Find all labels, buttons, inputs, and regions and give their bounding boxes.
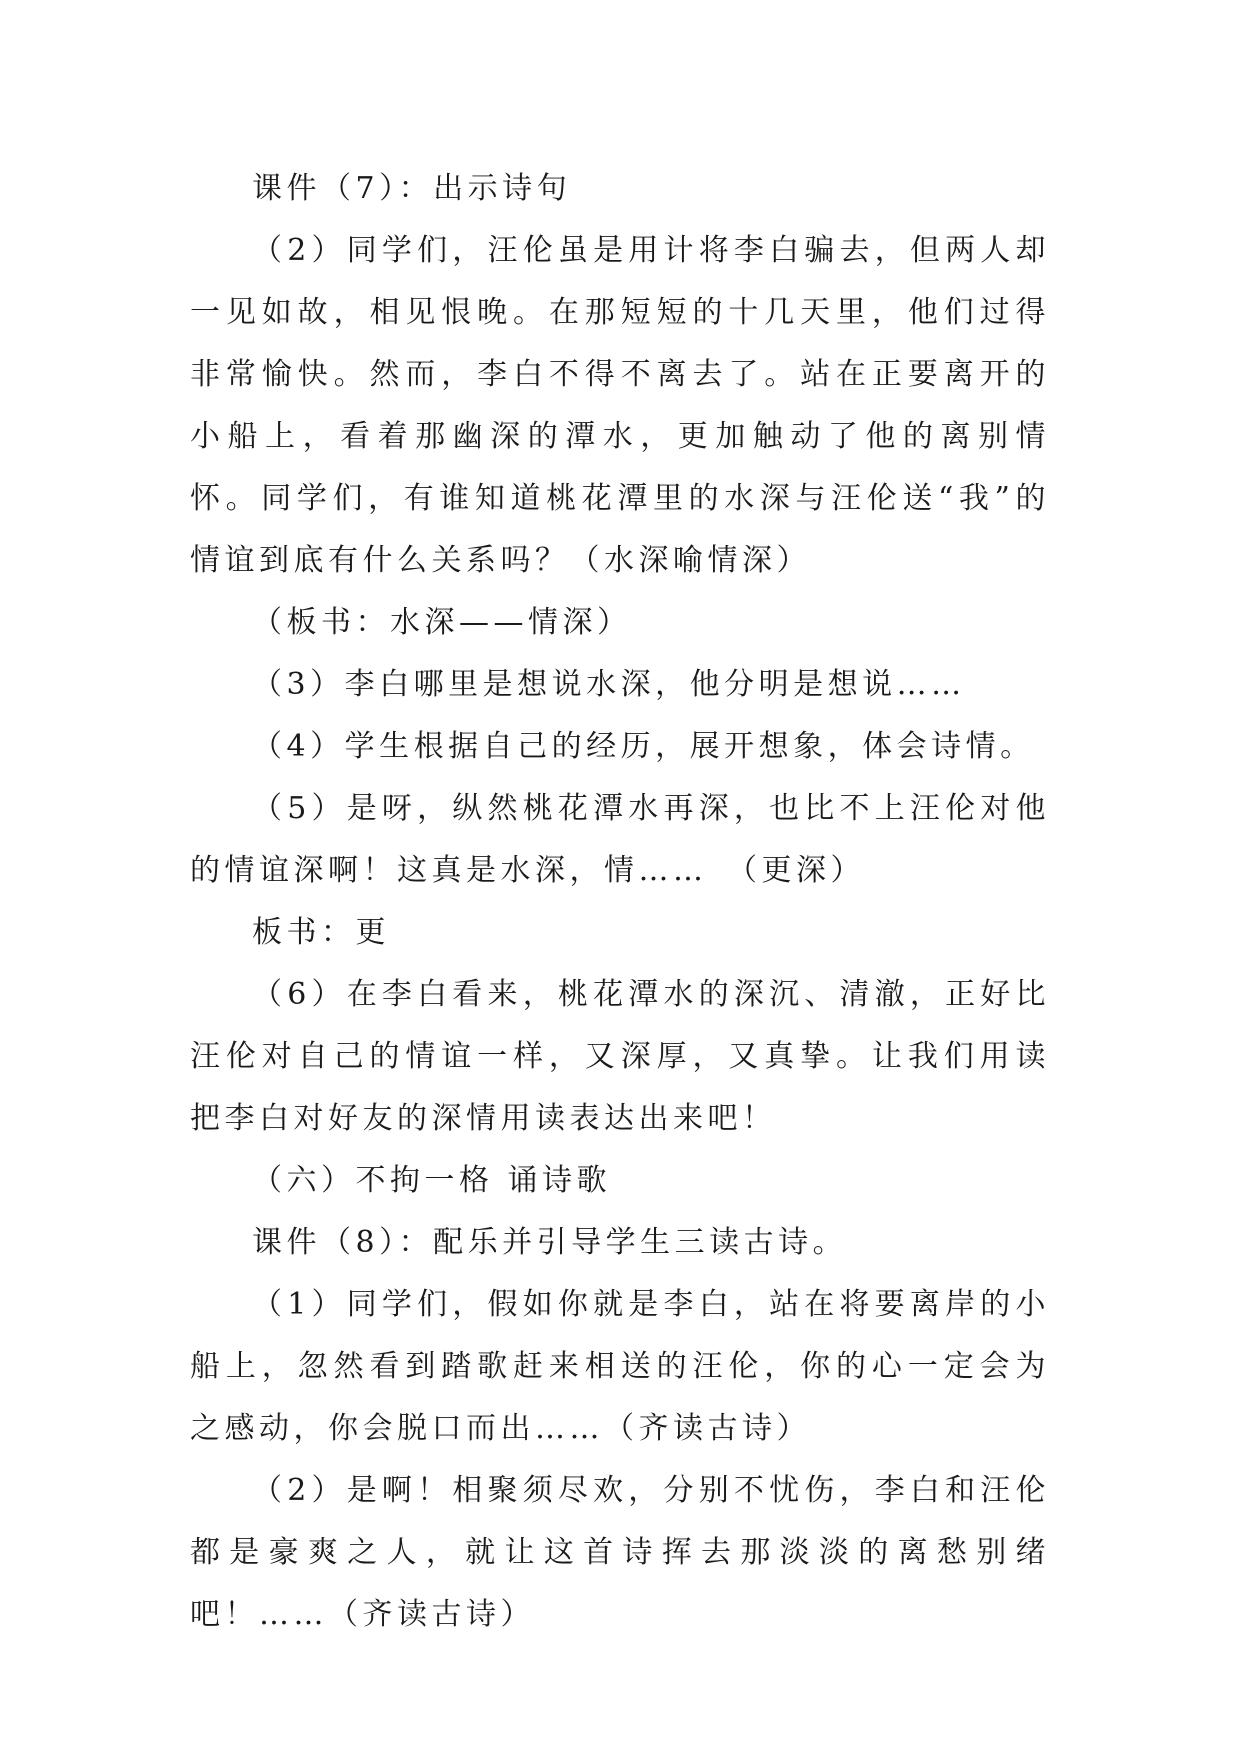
- paragraph-5: （5）是呀，纵然桃花潭水再深，也比不上汪伦对他的情谊深啊！这真是水深，情…… （更深）: [190, 791, 1050, 888]
- paragraph-6: （6）在李白看来，桃花潭水的深沉、清澈，正好比汪伦对自己的情谊一样，又深厚，又真挚。让我们用读把李白对好友的深情用读表达出来吧！: [190, 977, 1050, 1136]
- document-body: [190, 158, 1050, 1646]
- courseware-8-line: 课件（8）：配乐并引导学生三读古诗。: [252, 1225, 848, 1260]
- paragraph-2-recite: （2）是啊！相聚须尽欢，分别不忧伤，李白和汪伦都是豪爽之人，就让这首诗挥去那淡淡的离愁别绪吧！……（齐读古诗）: [190, 1473, 1050, 1632]
- section-six-heading: （六）不拘一格 诵诗歌: [252, 1163, 612, 1198]
- board-note-deep-water: （板书：水深——情深）: [252, 605, 632, 640]
- paragraph-4: （4）学生根据自己的经历，展开想象，体会诗情。: [252, 729, 1035, 764]
- courseware-7-line: 课件（7）：出示诗句: [252, 171, 572, 206]
- paragraph-1-recite: （1）同学们，假如你就是李白，站在将要离岸的小船上，忽然看到踏歌赶来相送的汪伦，你的心一定会为之感动，你会脱口而出……（齐读古诗）: [190, 1287, 1050, 1446]
- paragraph-2-question: （2）同学们，汪伦虽是用计将李白骗去，但两人却一见如故，相见恨晚。在那短短的十几天里，他们过得非常愉快。然而，李白不得不离去了。站在正要离开的小船上，看着那幽深的潭水，更加触动了他的离别情怀。同学们，有谁知道桃花潭里的水深与汪伦送“我”的情谊到底有什么关系吗？（水深喻情深）: [190, 233, 1050, 578]
- paragraph-3: （3）李白哪里是想说水深，他分明是想说……: [252, 667, 966, 702]
- board-note-more: 板书：更: [252, 915, 390, 950]
